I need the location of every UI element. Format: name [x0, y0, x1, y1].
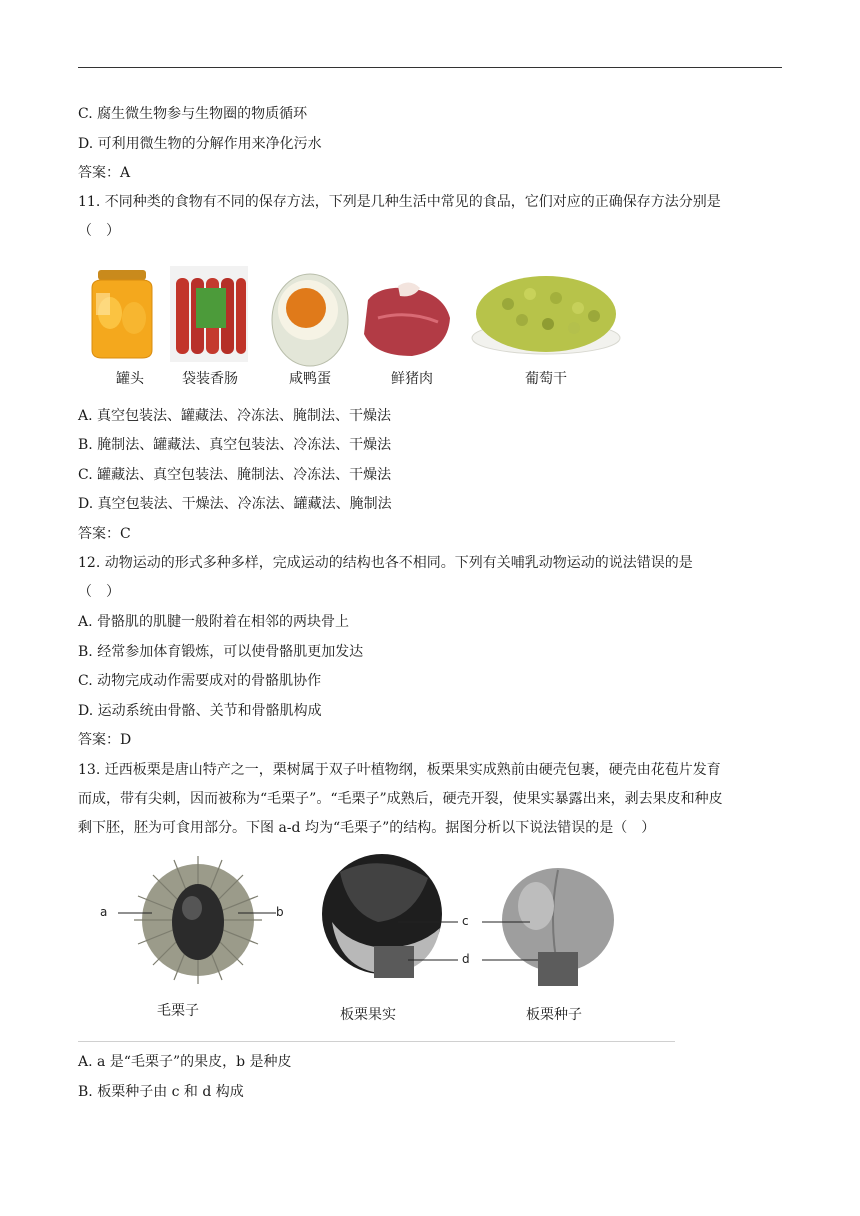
q10-answer: 答案：A	[78, 165, 131, 181]
food-label-canned: 罐头	[116, 371, 144, 387]
salted-duck-egg	[272, 274, 348, 366]
food-label-pork: 鲜猪肉	[391, 371, 433, 387]
chestnut-illustrations	[78, 852, 638, 1002]
label-d: d	[462, 952, 470, 966]
chestnut-seed	[482, 868, 614, 986]
q10-option-d: D. 可利用微生物的分解作用来净化污水	[78, 136, 322, 152]
q12-bracket: （ ）	[78, 584, 120, 600]
canned-food-jar	[92, 270, 152, 358]
q11-option-d: D. 真空包装法、干燥法、冷冻法、罐藏法、腌制法	[78, 496, 392, 512]
figure-divider	[78, 1041, 675, 1042]
q11-option-c: C. 罐藏法、真空包装法、腌制法、冷冻法、干燥法	[78, 467, 392, 483]
q12-option-b: B. 经常参加体育锻炼，可以使骨骼肌更加发达	[78, 644, 364, 660]
food-illustrations	[78, 258, 638, 368]
label-c: c	[462, 914, 469, 928]
spiky-burr	[118, 856, 276, 984]
q13-stem-line1: 13. 迁西板栗是唐山特产之一，栗树属于双子叶植物纲，板栗果实成熟前由硬壳包裹，硬壳由花苞片发育	[78, 762, 721, 778]
q13-option-a: A. a 是“毛栗子”的果皮，b 是种皮	[78, 1054, 292, 1070]
q12-option-c: C. 动物完成动作需要成对的骨骼肌协作	[78, 673, 322, 689]
food-label-raisins: 葡萄干	[525, 371, 567, 387]
caption-burr: 毛栗子	[157, 1003, 199, 1019]
chestnut-figure	[78, 852, 638, 1030]
q11-stem: 11. 不同种类的食物有不同的保存方法，下列是几种生活中常见的食品，它们对应的正确保存方法分别是	[78, 194, 721, 210]
q12-option-d: D. 运动系统由骨骼、关节和骨骼肌构成	[78, 703, 322, 719]
q13-stem-line2: 而成，带有尖刺，因而被称为“毛栗子”。“毛栗子”成熟后，硬壳开裂，使果实暴露出来，剥去果皮和种皮	[78, 791, 723, 807]
q12-stem: 12. 动物运动的形式多种多样，完成运动的结构也各不相同。下列有关哺乳动物运动的说法错误的是	[78, 555, 693, 571]
q12-answer: 答案：D	[78, 732, 132, 748]
chestnut-fruit	[322, 854, 458, 978]
q11-bracket: （ ）	[78, 223, 120, 239]
food-label-sausage: 袋装香肠	[182, 371, 238, 387]
q11-option-a: A. 真空包装法、罐藏法、冷冻法、腌制法、干燥法	[78, 408, 392, 424]
q11-option-b: B. 腌制法、罐藏法、真空包装法、冷冻法、干燥法	[78, 437, 392, 453]
q10-option-c: C. 腐生微生物参与生物圈的物质循环	[78, 106, 308, 122]
fresh-pork	[364, 282, 450, 356]
q13-stem-line3: 剩下胚，胚为可食用部分。下图 a-d 均为“毛栗子”的结构。据图分析以下说法错误的是（ ）	[78, 820, 656, 836]
q11-answer: 答案：C	[78, 526, 131, 542]
caption-fruit: 板栗果实	[340, 1007, 396, 1023]
label-b: b	[276, 905, 284, 919]
q13-option-b: B. 板栗种子由 c 和 d 构成	[78, 1084, 244, 1100]
header-rule	[78, 67, 782, 68]
caption-seed: 板栗种子	[526, 1007, 582, 1023]
q12-option-a: A. 骨骼肌的肌腱一般附着在相邻的两块骨上	[78, 614, 350, 630]
raisins-bowl	[472, 276, 620, 354]
food-label-egg: 咸鸭蛋	[289, 371, 331, 387]
packaged-sausage	[170, 266, 248, 362]
food-figure	[78, 258, 638, 393]
label-a: a	[100, 905, 108, 919]
